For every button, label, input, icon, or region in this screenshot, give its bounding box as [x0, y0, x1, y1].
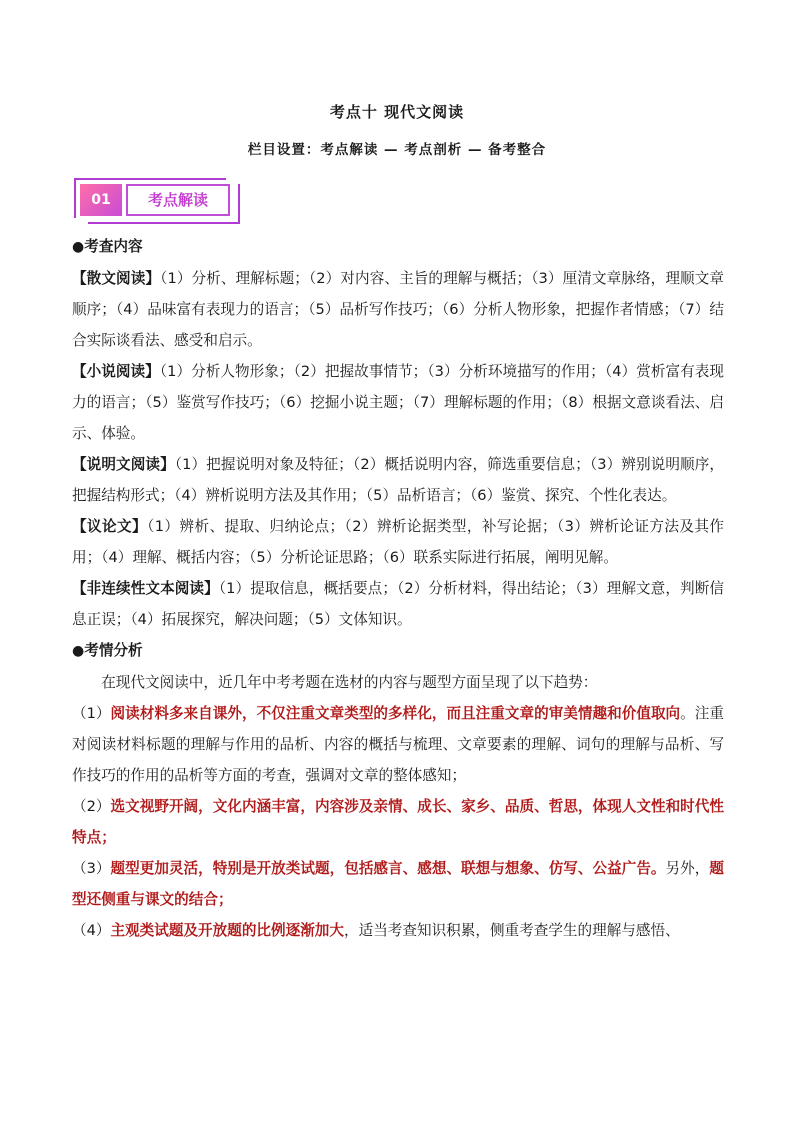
trend-text: 另外， [665, 860, 710, 877]
page-subtitle: 栏目设置：考点解读 — 考点剖析 — 备考整合 [247, 142, 547, 158]
analysis-intro: 在现代文阅读中，近几年中考考题在选材的内容与题型方面呈现了以下趋势： [101, 674, 598, 691]
trend-highlight: 选文视野开阔，文化内涵丰富，内容涉及亲情、成长、家乡、品质、哲思，体现人文性和时代性特点； [72, 798, 724, 846]
heading-text: 考情分析 [84, 642, 143, 659]
trend-number: （1） [72, 705, 111, 722]
paragraph-noncontinuous-text [72, 573, 724, 635]
trend-item-1 [72, 698, 724, 791]
trend-highlight-2: 题型还侧重与课文的结合； [72, 860, 724, 908]
section-heading-exam-content [72, 231, 724, 263]
paragraph-novel-reading [72, 356, 724, 449]
section-heading-exam-analysis [72, 635, 724, 667]
paragraph-text: （1）提取信息，概括要点；（2）分析材料，得出结论；（3）理解文意，判断信息正误；（4）拓展探究，解决问题；（5）文体知识。 [72, 580, 724, 628]
paragraph-tag: 【说明文阅读】 [72, 456, 175, 473]
trend-text: ，适当考查知识积累，侧重考查学生的理解与感悟、 [344, 922, 680, 939]
trend-item-4 [72, 915, 724, 946]
banner-label: 考点解读 [126, 184, 230, 216]
section-banner [74, 174, 240, 224]
trend-item-2 [72, 791, 724, 853]
paragraph-prose-reading [72, 263, 724, 356]
paragraph-expository-reading [72, 449, 724, 511]
bullet-icon: ● [72, 239, 85, 255]
page-title: 考点十 现代文阅读 [329, 103, 465, 121]
paragraph-text: （1）把握说明对象及特征；（2）概括说明内容，筛选重要信息；（3）辨别说明顺序，把握结构形式；（4）辨析说明方法及其作用；（5）品析语言；（6）鉴赏、探究、个性化表达。 [72, 456, 724, 504]
trend-number: （2） [72, 798, 111, 815]
trend-highlight: 主观类试题及开放题的比例逐渐加大 [110, 922, 344, 939]
paragraph-text: （1）分析人物形象；（2）把握故事情节；（3）分析环境描写的作用；（4）赏析富有表现力的语言；（5）鉴赏写作技巧；（6）挖掘小说主题；（7）理解标题的作用；（8）根据文意谈看法、启示、体验。 [72, 363, 724, 442]
heading-text: 考查内容 [84, 238, 143, 255]
trend-number: （3） [72, 860, 111, 877]
paragraph-tag: 【小说阅读】 [72, 363, 160, 380]
paragraph-tag: 【非连续性文本阅读】 [72, 580, 219, 597]
paragraph-tag: 【散文阅读】 [72, 270, 161, 287]
trend-highlight: 题型更加灵活，特别是开放类试题，包括感言、感想、联想与想象、仿写、公益广告。 [110, 860, 666, 877]
main-content [72, 231, 724, 946]
trend-number: （4） [72, 922, 111, 939]
paragraph-text: （1）辨析、提取、归纳论点；（2）辨析论据类型，补写论据；（3）辨析论证方法及其作用；（4）理解、概括内容；（5）分析论证思路；（6）联系实际进行拓展，阐明见解。 [72, 518, 724, 566]
paragraph-text: （1）分析、理解标题；（2）对内容、主旨的理解与概括；（3）厘清文章脉络，理顺文章顺序；（4）品味富有表现力的语言；（5）品析写作技巧；（6）分析人物形象，把握作者情感；（7）结合实际谈看法、感受和启示。 [72, 270, 724, 349]
trend-item-3 [72, 853, 724, 915]
bullet-icon: ● [72, 643, 85, 659]
paragraph-tag: 【议论文】 [72, 518, 148, 535]
trend-highlight: 阅读材料多来自课外，不仅注重文章类型的多样化，而且注重文章的审美情趣和价值取向 [110, 705, 681, 722]
trend-text: 。注重对阅读材料标题的理解与作用的品析、内容的概括与梳理、文章要素的理解、词句的理解与品析、写作技巧的作用的品析等方面的考查，强调对文章的整体感知； [72, 705, 724, 784]
paragraph-argumentative [72, 511, 724, 573]
banner-number: 01 [80, 184, 122, 216]
